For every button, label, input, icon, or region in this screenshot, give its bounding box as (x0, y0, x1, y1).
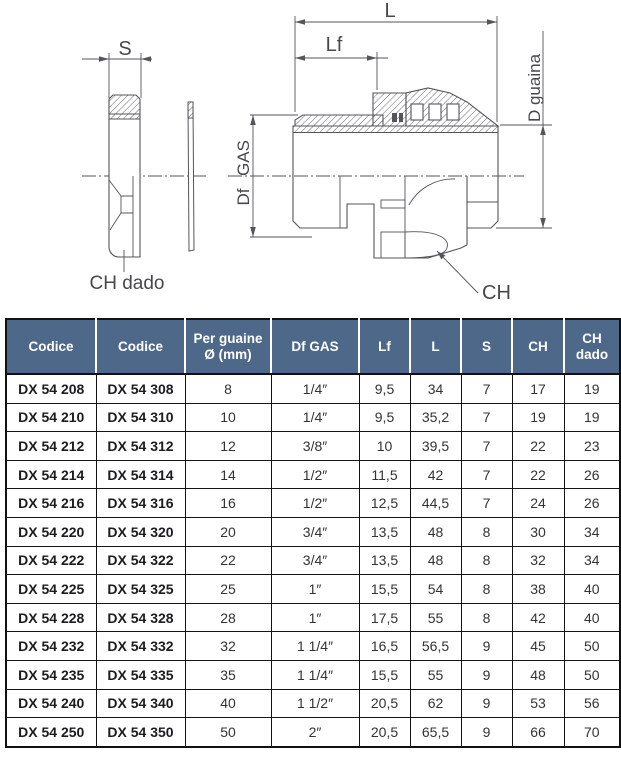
cell-l: 56,5 (410, 632, 461, 661)
cell-s: 9 (461, 718, 512, 747)
cell-l: 35,2 (410, 403, 461, 432)
dim-label-ch-dado: CH dado (89, 273, 165, 294)
cell-lf: 10 (359, 432, 410, 461)
cell-ch-dado: 50 (564, 660, 620, 689)
cell-df-gas: 1″ (271, 603, 359, 632)
table-row (6, 660, 620, 689)
cell-lf: 12,5 (359, 489, 410, 518)
cell-ch-dado: 50 (564, 632, 620, 661)
cell-ch-dado: 70 (564, 718, 620, 747)
cell-ch: 30 (512, 517, 564, 546)
cell-ch-dado: 19 (564, 403, 620, 432)
cell-lf: 15,5 (359, 575, 410, 604)
cell-per-guaine: 10 (185, 403, 271, 432)
arrowhead (540, 218, 546, 228)
col-header-ch-dado: CH dado (564, 319, 620, 374)
cell-l: 55 (410, 603, 461, 632)
arrowhead (487, 19, 497, 25)
table-row (6, 718, 620, 747)
cell-l: 48 (410, 517, 461, 546)
cell-codice-2: DX 54 328 (96, 603, 185, 632)
cell-s: 7 (461, 432, 512, 461)
cell-df-gas: 3/4″ (271, 517, 359, 546)
cell-df-gas: 1″ (271, 575, 359, 604)
table-row (6, 546, 620, 575)
table-row (6, 517, 620, 546)
dim-label-gas: GAS (234, 140, 253, 176)
cell-ch: 42 (512, 603, 564, 632)
col-header-s: S (461, 319, 512, 374)
cell-codice-1: DX 54 220 (6, 517, 96, 546)
cell-codice-2: DX 54 314 (96, 460, 185, 489)
cell-codice-1: DX 54 240 (6, 689, 96, 718)
table-row (6, 403, 620, 432)
cell-ch-dado: 26 (564, 460, 620, 489)
col-header-per-guaine: Per guaine Ø (mm) (185, 319, 271, 374)
cell-codice-1: DX 54 216 (6, 489, 96, 518)
table-row (6, 374, 620, 403)
cell-df-gas: 1/4″ (271, 403, 359, 432)
cell-l: 55 (410, 660, 461, 689)
cell-codice-1: DX 54 235 (6, 660, 96, 689)
cell-codice-1: DX 54 232 (6, 632, 96, 661)
cell-l: 62 (410, 689, 461, 718)
dim-label-ch: CH (482, 282, 511, 304)
arrowhead (250, 115, 256, 125)
cell-per-guaine: 25 (185, 575, 271, 604)
cell-df-gas: 1 1/4″ (271, 632, 359, 661)
cell-codice-2: DX 54 332 (96, 632, 185, 661)
arrowhead (295, 55, 305, 61)
cell-ch: 53 (512, 689, 564, 718)
col-header-ch: CH (512, 319, 564, 374)
header-row (6, 319, 620, 374)
cell-ch-dado: 56 (564, 689, 620, 718)
cell-lf: 13,5 (359, 546, 410, 575)
cell-per-guaine: 32 (185, 632, 271, 661)
cell-df-gas: 1/2″ (271, 489, 359, 518)
table-row (6, 489, 620, 518)
cell-lf: 17,5 (359, 603, 410, 632)
cell-codice-2: DX 54 335 (96, 660, 185, 689)
cell-codice-2: DX 54 308 (96, 374, 185, 403)
cell-per-guaine: 35 (185, 660, 271, 689)
table-row (6, 603, 620, 632)
cell-s: 8 (461, 603, 512, 632)
nut-side-view (82, 53, 152, 272)
arrowhead (141, 56, 151, 61)
cell-s: 7 (461, 460, 512, 489)
col-header-codice-1: Codice (6, 319, 96, 374)
cell-s: 7 (461, 374, 512, 403)
cell-codice-1: DX 54 214 (6, 460, 96, 489)
arrowhead (367, 55, 377, 61)
cell-codice-2: DX 54 312 (96, 432, 185, 461)
cell-ch: 32 (512, 546, 564, 575)
cell-df-gas: 1/4″ (271, 374, 359, 403)
cell-lf: 20,5 (359, 718, 410, 747)
table-row (6, 689, 620, 718)
cell-df-gas: 1 1/2″ (271, 689, 359, 718)
fitting-body-view (250, 16, 552, 293)
cell-ch: 48 (512, 660, 564, 689)
cell-ch-dado: 19 (564, 374, 620, 403)
cell-codice-1: DX 54 222 (6, 546, 96, 575)
cell-s: 8 (461, 517, 512, 546)
cell-codice-2: DX 54 320 (96, 517, 185, 546)
cell-lf: 9,5 (359, 403, 410, 432)
col-header-df-gas: Df GAS (271, 319, 359, 374)
cell-l: 39,5 (410, 432, 461, 461)
arrowhead (540, 125, 546, 135)
table-row (6, 460, 620, 489)
cell-s: 8 (461, 546, 512, 575)
cell-ch-dado: 40 (564, 575, 620, 604)
cell-per-guaine: 12 (185, 432, 271, 461)
cell-df-gas: 3/4″ (271, 546, 359, 575)
cell-ch: 38 (512, 575, 564, 604)
cell-per-guaine: 28 (185, 603, 271, 632)
cell-per-guaine: 20 (185, 517, 271, 546)
cell-lf: 13,5 (359, 517, 410, 546)
cell-s: 9 (461, 660, 512, 689)
dim-label-l: L (384, 0, 396, 22)
cell-ch: 22 (512, 432, 564, 461)
cell-s: 7 (461, 489, 512, 518)
cell-l: 48 (410, 546, 461, 575)
cell-df-gas: 3/8″ (271, 432, 359, 461)
cell-ch-dado: 34 (564, 517, 620, 546)
dim-label-s: S (118, 38, 132, 60)
cell-per-guaine: 8 (185, 374, 271, 403)
col-header-codice-2: Codice (96, 319, 185, 374)
cell-lf: 15,5 (359, 660, 410, 689)
spec-table (5, 318, 621, 748)
cell-df-gas: 2″ (271, 718, 359, 747)
cell-lf: 11,5 (359, 460, 410, 489)
washer-view (188, 102, 194, 251)
cell-lf: 16,5 (359, 632, 410, 661)
col-header-lf: Lf (359, 319, 410, 374)
cell-l: 34 (410, 374, 461, 403)
cell-codice-1: DX 54 210 (6, 403, 96, 432)
cell-ch-dado: 40 (564, 603, 620, 632)
table-row (6, 632, 620, 661)
cell-ch: 19 (512, 403, 564, 432)
cell-per-guaine: 14 (185, 460, 271, 489)
technical-drawing (0, 0, 621, 315)
cell-ch: 17 (512, 374, 564, 403)
cell-s: 8 (461, 575, 512, 604)
cell-codice-1: DX 54 208 (6, 374, 96, 403)
cell-codice-2: DX 54 310 (96, 403, 185, 432)
cell-codice-2: DX 54 325 (96, 575, 185, 604)
cell-per-guaine: 40 (185, 689, 271, 718)
cell-codice-1: DX 54 228 (6, 603, 96, 632)
arrowhead (250, 227, 256, 237)
cell-s: 7 (461, 403, 512, 432)
dim-label-df: Df (234, 188, 253, 206)
table-row (6, 575, 620, 604)
cell-ch-dado: 34 (564, 546, 620, 575)
cell-l: 54 (410, 575, 461, 604)
cell-df-gas: 1/2″ (271, 460, 359, 489)
cell-ch: 45 (512, 632, 564, 661)
cell-per-guaine: 16 (185, 489, 271, 518)
cell-l: 65,5 (410, 718, 461, 747)
col-header-l: L (410, 319, 461, 374)
cell-codice-1: DX 54 212 (6, 432, 96, 461)
cell-codice-1: DX 54 225 (6, 575, 96, 604)
cell-codice-2: DX 54 340 (96, 689, 185, 718)
arrowhead (99, 56, 109, 61)
cell-ch-dado: 23 (564, 432, 620, 461)
cell-l: 42 (410, 460, 461, 489)
arrowhead (295, 19, 305, 25)
cell-ch-dado: 26 (564, 489, 620, 518)
cell-per-guaine: 22 (185, 546, 271, 575)
cell-s: 9 (461, 632, 512, 661)
cell-per-guaine: 50 (185, 718, 271, 747)
table-row (6, 432, 620, 461)
cell-codice-2: DX 54 316 (96, 489, 185, 518)
cell-ch: 24 (512, 489, 564, 518)
cell-codice-1: DX 54 250 (6, 718, 96, 747)
cell-df-gas: 1 1/4″ (271, 660, 359, 689)
cell-codice-2: DX 54 322 (96, 546, 185, 575)
cell-ch: 66 (512, 718, 564, 747)
dim-label-lf: Lf (325, 34, 343, 56)
cell-ch: 22 (512, 460, 564, 489)
cell-codice-2: DX 54 350 (96, 718, 185, 747)
cell-l: 44,5 (410, 489, 461, 518)
cell-s: 9 (461, 689, 512, 718)
dim-label-d-guaina: D guaina (525, 53, 544, 123)
cell-lf: 9,5 (359, 374, 410, 403)
cell-lf: 20,5 (359, 689, 410, 718)
